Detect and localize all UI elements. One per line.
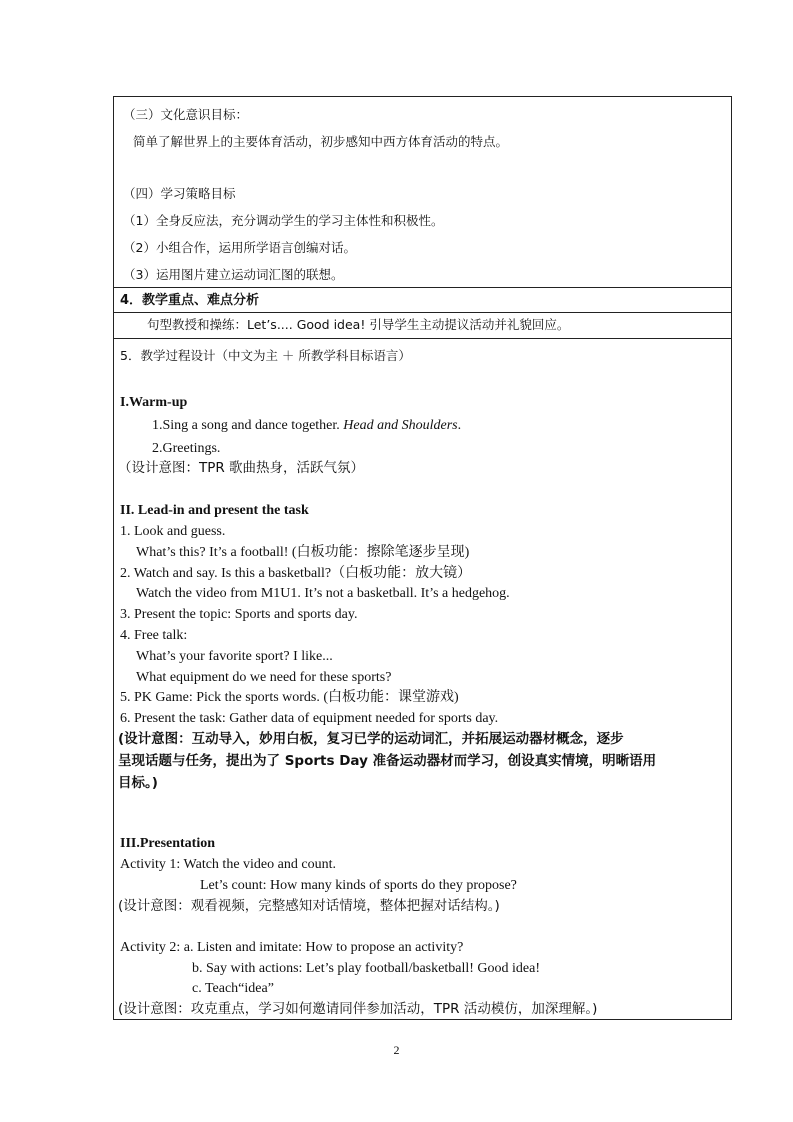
activity-1: Activity 1: Watch the video and count.	[120, 857, 336, 872]
leadin-line: 6. Present the task: Gather data of equipment needed for sports day.	[120, 711, 499, 726]
activity-2-c: c. Teach“idea”	[192, 981, 274, 996]
strategy-item: （1）全身反应法，充分调动学生的学习主体性和积极性。	[123, 213, 444, 228]
warmup-item-2: 2.Greetings.	[152, 441, 221, 456]
strategy-item: （3）运用图片建立运动词汇图的联想。	[123, 267, 344, 282]
culture-goal-title: （三）文化意识目标：	[123, 107, 249, 122]
presentation-heading: III.Presentation	[120, 836, 216, 851]
warmup-item-1	[152, 418, 461, 435]
activity-1-sub: Let’s count: How many kinds of sports do they propose?	[200, 878, 517, 893]
row-divider	[114, 312, 731, 313]
warmup-item-1-end: .	[457, 418, 462, 433]
leadin-line: Watch the video from M1U1. It’s not a basketball. It’s a hedgehog.	[136, 586, 510, 601]
warmup-heading: I.Warm-up	[120, 395, 188, 410]
activity-2-b: b. Say with actions: Let’s play football/basketball! Good idea!	[192, 961, 540, 976]
leadin-heading: II. Lead-in and present the task	[120, 503, 309, 518]
leadin-line: 3. Present the topic: Sports and sports day.	[120, 607, 358, 622]
activity-1-design-intent: (设计意图：观看视频，完整感知对话情境，整体把握对话结构。)	[118, 898, 500, 914]
lesson-plan-table	[113, 96, 732, 1020]
leadin-line: 4. Free talk:	[120, 628, 188, 643]
leadin-line: What equipment do we need for these sports?	[136, 670, 392, 685]
activity-2: Activity 2: a. Listen and imitate: How to propose an activity?	[120, 940, 464, 955]
leadin-line: What’s your favorite sport? I like...	[136, 649, 333, 664]
keypoints-text: 句型教授和操练：Let’s.... Good idea! 引导学生主动提议活动并礼貌回应。	[147, 317, 570, 332]
leadin-line: 2. Watch and say. Is this a basketball?（白板功能：放大镜）	[120, 566, 472, 581]
process-title: 5．教学过程设计（中文为主 ＋ 所教学科目标语言）	[120, 348, 411, 363]
strategy-item: （2）小组合作，运用所学语言创编对话。	[123, 240, 356, 255]
culture-goal-text: 简单了解世界上的主要体育活动，初步感知中西方体育活动的特点。	[133, 134, 509, 149]
page-number: 2	[393, 1043, 400, 1057]
song-title: Head and Shoulders	[343, 418, 458, 433]
leadin-line: 1. Look and guess.	[120, 524, 226, 539]
leadin-design-intent: (设计意图：互动导入，妙用白板，复习已学的运动词汇，并拓展运动器材概念，逐步	[118, 731, 624, 747]
row-divider	[114, 338, 731, 339]
warmup-item-1-text: 1.Sing a song and dance together.	[152, 418, 344, 433]
leadin-design-intent: 目标。)	[118, 775, 158, 791]
row-divider	[114, 287, 731, 288]
leadin-design-intent: 呈现话题与任务，提出为了 Sports Day 准备运动器材而学习，创设真实情境，明晰语用	[118, 753, 657, 769]
strategy-goal-title: （四）学习策略目标	[123, 186, 236, 201]
leadin-line: 5. PK Game: Pick the sports words. (白板功能：课堂游戏)	[120, 690, 459, 705]
warmup-design-intent: （设计意图：TPR 歌曲热身，活跃气氛）	[118, 460, 365, 476]
keypoints-title: 4．教学重点、难点分析	[120, 293, 260, 308]
activity-2-design-intent: (设计意图：攻克重点，学习如何邀请同伴参加活动，TPR 活动模仿，加深理解。)	[118, 1001, 598, 1017]
leadin-line: What’s this? It’s a football! (白板功能：擦除笔逐步呈现)	[136, 545, 470, 560]
